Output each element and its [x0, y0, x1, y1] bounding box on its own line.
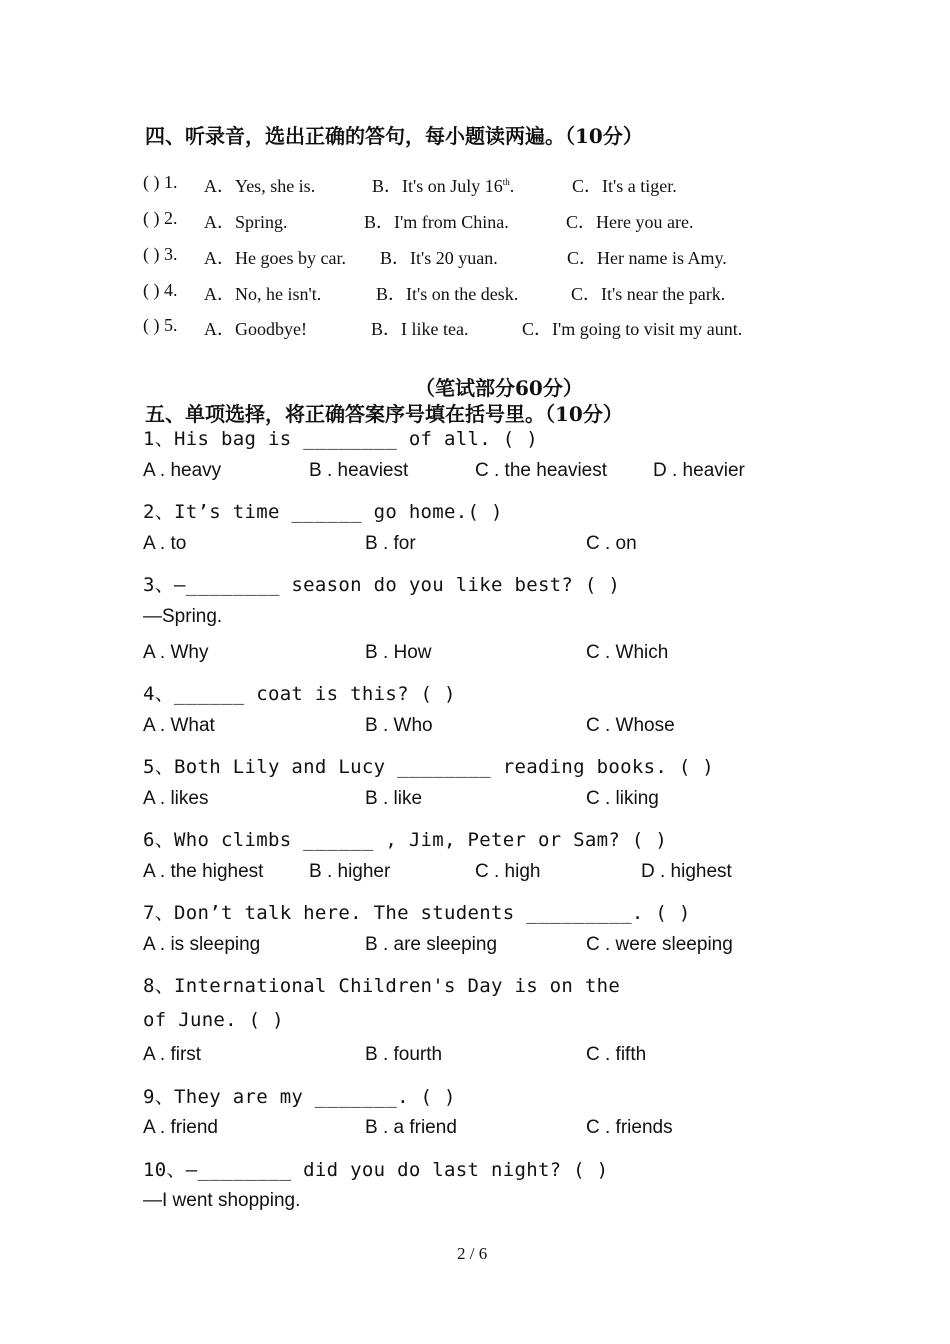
question-1-option-b: B . heaviest	[309, 460, 409, 481]
question-5-text: 5、Both Lily and Lucy ________ reading books. ( )	[143, 756, 715, 778]
question-5-option-a: A . likes	[143, 788, 209, 809]
listening-item-1-option-b: B．It's on July 16th.	[372, 176, 515, 196]
question-3-option-c: C . Which	[586, 642, 669, 663]
question-3-option-b: B . How	[365, 642, 432, 663]
question-2-option-a: A . to	[143, 533, 187, 554]
question-4-text: 4、______ coat is this? ( )	[143, 683, 456, 705]
listening-item-5-option-a: A．Goodbye!	[204, 319, 307, 339]
question-9-option-b: B . a friend	[365, 1117, 457, 1138]
question-6-option-a: A . the highest	[143, 861, 264, 882]
question-4-option-a: A . What	[143, 715, 215, 736]
question-7-text: 7、Don’t talk here. The students _________. ( )	[143, 902, 691, 924]
written-part-title: （笔试部分60分）	[415, 376, 583, 400]
listening-item-5-number: ( ) 5.	[143, 315, 178, 335]
question-2-option-b: B . for	[365, 533, 416, 554]
question-6-option-c: C . high	[475, 861, 541, 882]
question-3-text: 3、—________ season do you like best? ( )	[143, 574, 621, 596]
listening-item-4-number: ( ) 4.	[143, 280, 178, 300]
listening-item-3-option-b: B．It's 20 yuan.	[380, 248, 498, 268]
question-5-option-b: B . like	[365, 788, 423, 809]
listening-item-3-number: ( ) 3.	[143, 244, 178, 264]
question-6-option-b: B . higher	[309, 861, 391, 882]
question-7-option-a: A . is sleeping	[143, 934, 261, 955]
question-10-answer: —I went shopping.	[143, 1190, 301, 1211]
listening-item-5-option-c: C．I'm going to visit my aunt.	[522, 319, 743, 339]
question-8-text-continued: of June. ( )	[143, 1009, 284, 1031]
question-8-option-b: B . fourth	[365, 1044, 443, 1065]
question-7-option-c: C . were sleeping	[586, 934, 733, 955]
page-number: 2 / 6	[457, 1244, 488, 1263]
question-9-option-a: A . friend	[143, 1117, 218, 1138]
question-5-option-c: C . liking	[586, 788, 659, 809]
section4-title: 四、听录音，选出正确的答句，每小题读两遍。（10分）	[145, 124, 643, 148]
listening-item-1-option-c: C．It's a tiger.	[572, 176, 677, 196]
listening-item-1-number: ( ) 1.	[143, 172, 178, 192]
question-8-text: 8、International Children's Day is on the	[143, 975, 621, 997]
question-2-text: 2、It’s time ______ go home.( )	[143, 501, 503, 523]
question-10-text: 10、—________ did you do last night? ( )	[143, 1159, 609, 1181]
listening-item-2-option-b: B．I'm from China.	[364, 212, 509, 232]
question-3-answer: —Spring.	[143, 606, 223, 627]
question-1-text: 1、His bag is ________ of all. ( )	[143, 428, 538, 450]
question-8-option-c: C . fifth	[586, 1044, 647, 1065]
question-6-option-d: D . highest	[641, 861, 732, 882]
question-2-option-c: C . on	[586, 533, 637, 554]
section5-title: 五、单项选择，将正确答案序号填在括号里。（10分）	[145, 402, 623, 426]
listening-item-2-option-a: A．Spring.	[204, 212, 288, 232]
question-3-option-a: A . Why	[143, 642, 209, 663]
listening-item-4-option-a: A．No, he isn't.	[204, 284, 322, 304]
question-1-option-a: A . heavy	[143, 460, 222, 481]
question-9-option-c: C . friends	[586, 1117, 673, 1138]
listening-item-4-option-c: C．It's near the park.	[571, 284, 726, 304]
question-9-text: 9、They are my _______. ( )	[143, 1086, 456, 1108]
question-6-text: 6、Who climbs ______ , Jim, Peter or Sam? ( )	[143, 829, 668, 851]
question-8-option-a: A . first	[143, 1044, 202, 1065]
question-7-option-b: B . are sleeping	[365, 934, 498, 955]
listening-item-4-option-b: B．It's on the desk.	[376, 284, 519, 304]
listening-item-3-option-c: C．Her name is Amy.	[567, 248, 727, 268]
question-1-option-d: D . heavier	[653, 460, 745, 481]
listening-item-2-number: ( ) 2.	[143, 208, 178, 228]
question-4-option-c: C . Whose	[586, 715, 675, 736]
listening-item-2-option-c: C．Here you are.	[566, 212, 694, 232]
question-1-option-c: C . the heaviest	[475, 460, 608, 481]
listening-item-1-option-a: A．Yes, she is.	[204, 176, 316, 196]
listening-item-5-option-b: B．I like tea.	[371, 319, 469, 339]
listening-item-3-option-a: A．He goes by car.	[204, 248, 346, 268]
question-4-option-b: B . Who	[365, 715, 433, 736]
